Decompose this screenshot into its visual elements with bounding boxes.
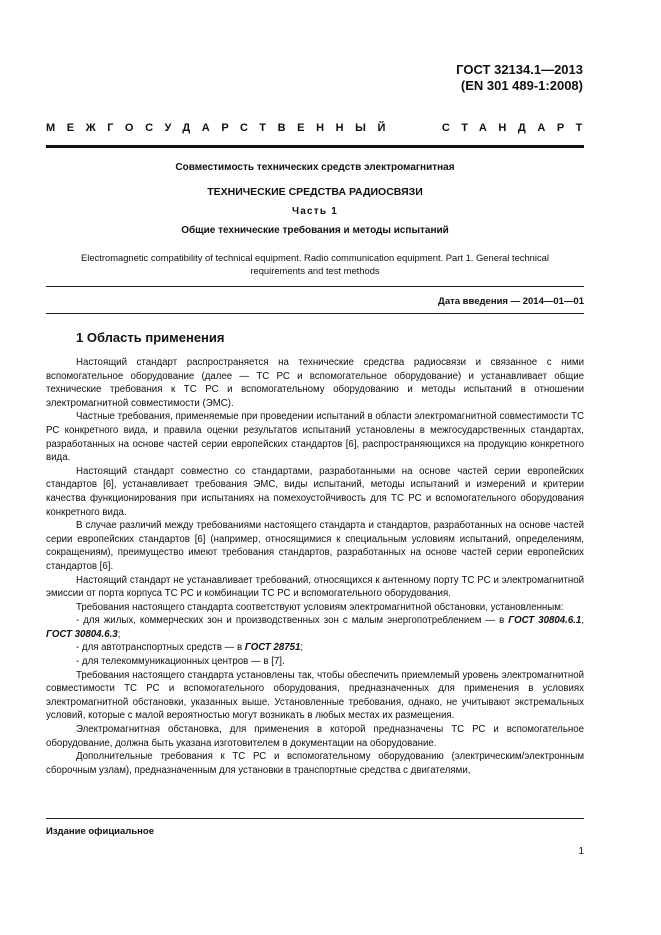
date-rule-top (46, 286, 584, 287)
standard-reference: ГОСТ 28751 (244, 642, 301, 654)
title-line-1: Совместимость технических средств электромагнитная (175, 162, 455, 173)
paragraph: Требования настоящего стандарта установлены так, чтобы обеспечить приемлемый уровень электромагнитной совместимости ТС РС и вспомогательного оборудования, предназначенных для применения в условиях электромагнитной обстановки, указанных выше. Установленные требования, однако, не учитывают экстремальных условий, которые с малой вероятностью могут возникать в любых местах их размещения. (46, 669, 584, 722)
punctuation: ; (117, 628, 121, 640)
paragraph: Электромагнитная обстановка, для применения в которой предназначены ТС РС и вспомогательное оборудование, должна быть указана изготовителем в документации на оборудование. (46, 724, 584, 749)
standard-designation (456, 62, 583, 94)
paragraph: Настоящий стандарт совместно со стандартами, разработанными на основе частей серии европейских стандартов [6], устанавливает требования ЭМС, виды испытаний, методы испытаний и измерений и критерии качества функционирования при испытаниях на помехоустойчивость для ТС РС и вспомогательного оборудования конкретного вида. (46, 465, 584, 518)
paragraph: Частные требования, применяемые при проведении испытаний в области электромагнитной совместимости ТС РС конкретного вида, и правила оценки результатов испытаний установлены в межгосударственных стандартах, разработанных на основе частей серии европейских стандартов [6], распространяющихся на продукцию конкретного вида. (46, 411, 584, 464)
paragraph: Требования настоящего стандарта соответствуют условиям электромагнитной обстановки, установленным: (76, 601, 564, 613)
list-item (46, 614, 584, 641)
section-body (46, 356, 584, 777)
separator: , (581, 615, 585, 627)
interstate-word: МЕЖГОСУДАРСТВЕННЫЙ (46, 122, 398, 134)
official-edition-label: Издание официальное (46, 826, 154, 837)
paragraph: Настоящий стандарт распространяется на технические средства радиосвязи и связанное с ними вспомогательное оборудование (далее — ТС РС и вспомогательное оборудование) и устанавливает общие технические требования к ТС РС и вспомогательному оборудованию и методы испытаний в отношении электромагнитной совместимости (ЭМС). (46, 357, 584, 409)
standard-reference: ГОСТ 30804.6.3 (46, 628, 118, 640)
paragraph: Дополнительные требования к ТС РС и вспомогательному оборудованию (электрическим/электронным сборочным узлам), предназначенным для установки в транспортные средства с двигателями, (46, 751, 584, 776)
paragraph: Настоящий стандарт не устанавливает требований, относящихся к антенному порту ТС РС и электромагнитной эмиссии от порта корпуса ТС РС и комбинации ТС РС и вспомогательного оборудования. (46, 574, 584, 600)
section-title: 1 Область применения (76, 330, 225, 345)
date-rule-bottom (46, 313, 584, 314)
standard-word: СТАНДАРТ (441, 122, 594, 134)
title-part: Часть 1 (292, 206, 338, 217)
list-item: - для телекоммуникационных центров — в [7]. (76, 656, 285, 668)
standard-equivalent: (EN 301 489-1:2008) (460, 78, 583, 93)
introduction-date: Дата введения — 2014—01—01 (438, 296, 584, 307)
title-line-4: Общие технические требования и методы испытаний (181, 225, 449, 236)
punctuation: ; (300, 642, 304, 654)
standard-reference: ГОСТ 30804.6.1 (508, 615, 582, 627)
footer-rule (46, 818, 584, 819)
title-english: Electromagnetic compatibility of technical equipment. Radio communication equipment. Part 1. General technical requirements and test methods (81, 252, 549, 276)
page-number: 1 (578, 846, 584, 857)
standard-code: ГОСТ 32134.1—2013 (456, 62, 583, 77)
list-item (46, 641, 584, 655)
paragraph: В случае различий между требованиями настоящего стандарта и стандартов, разработанных на основе частей серии европейских стандартов [6] (например, относящимися к специальным условиям испытаний, определениям, сокращениям), преимущество имеют требования стандартов, разработанных на основе частей серии европейских стандартов [6]. (46, 520, 584, 572)
heading-rule (46, 145, 584, 148)
title-line-2: ТЕХНИЧЕСКИЕ СРЕДСТВА РАДИОСВЯЗИ (207, 186, 423, 198)
list-item-text: - для автотранспортных средств — в (76, 642, 245, 654)
list-item-text: - для жилых, коммерческих зон и производственных зон с малым энергопотреблением — в (76, 615, 505, 627)
